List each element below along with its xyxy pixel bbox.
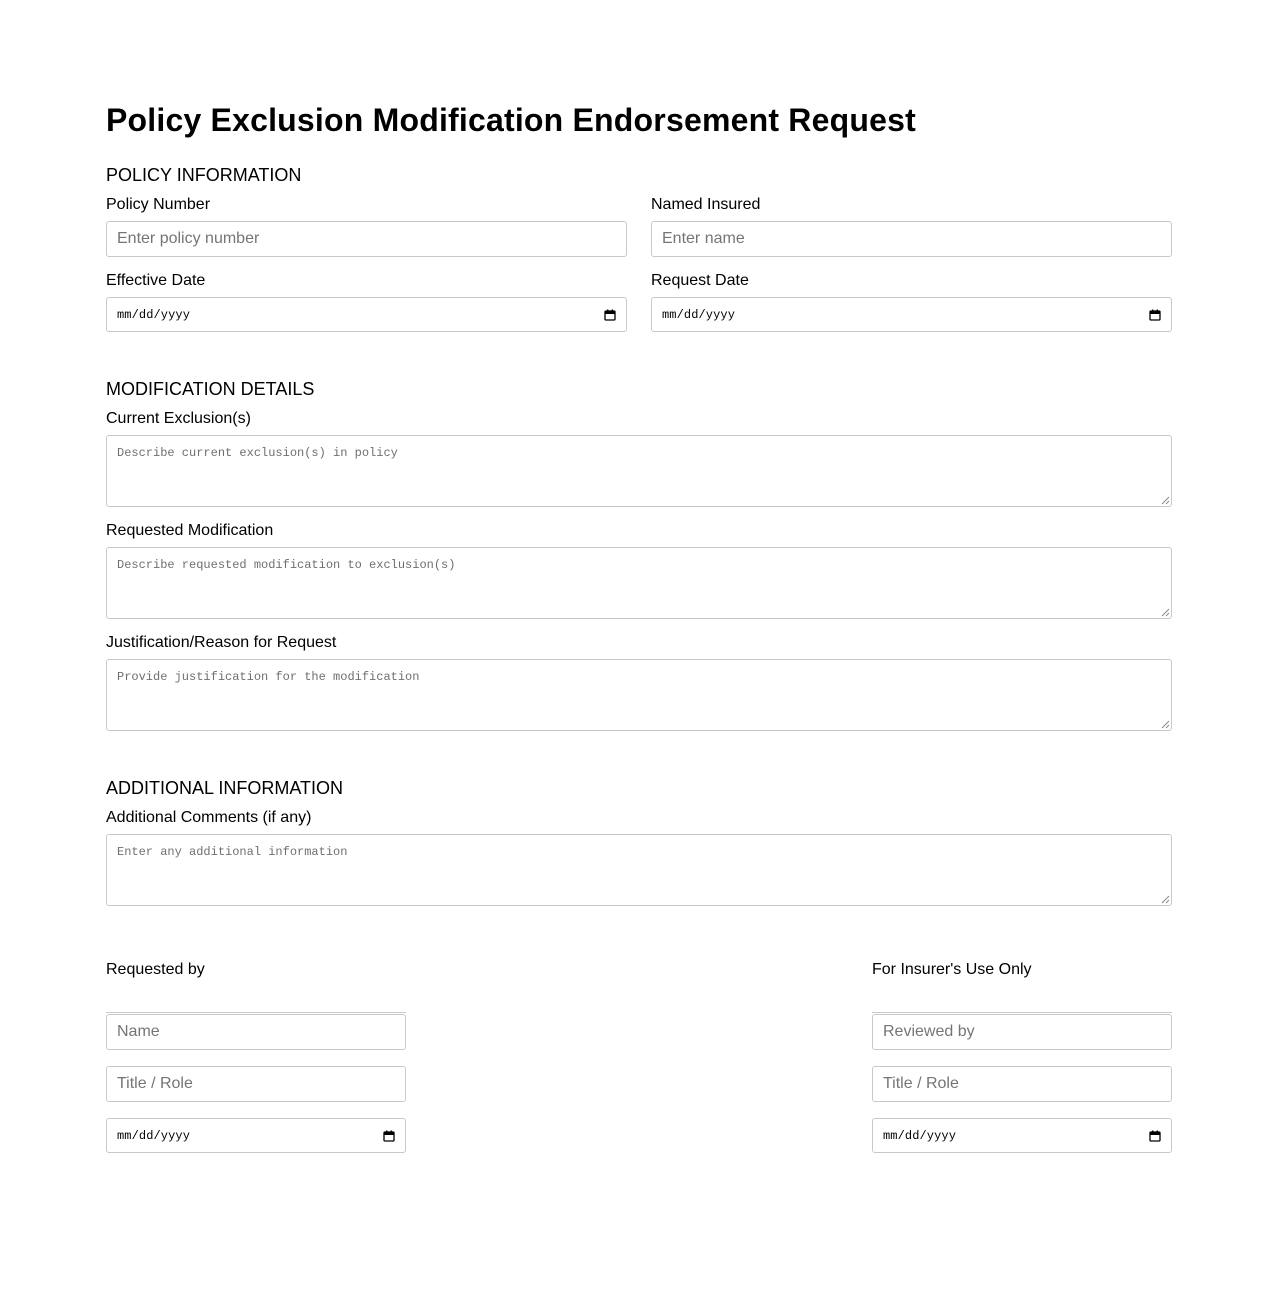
calendar-icon[interactable]: [383, 1130, 395, 1142]
policy-number-input[interactable]: [106, 221, 627, 257]
effective-date-placeholder: mm/dd/yyyy: [117, 307, 191, 322]
requested-modification-textarea[interactable]: [106, 547, 1172, 619]
reviewer-date-input[interactable]: [872, 1118, 1172, 1153]
justification-label: Justification/Reason for Request: [106, 634, 337, 651]
reviewed-by-input[interactable]: [872, 1014, 1172, 1050]
requester-title-input[interactable]: [106, 1066, 406, 1102]
reviewer-date-placeholder: mm/dd/yyyy: [883, 1128, 957, 1143]
requested-modification-label: Requested Modification: [106, 522, 274, 539]
request-date-label: Request Date: [651, 272, 749, 289]
modification-details-heading: MODIFICATION DETAILS: [106, 379, 315, 399]
requested-by-heading: Requested by: [106, 961, 205, 978]
reviewer-title-input[interactable]: [872, 1066, 1172, 1102]
current-exclusions-label: Current Exclusion(s): [106, 410, 251, 427]
page-title: Policy Exclusion Modification Endorsement Request: [106, 102, 916, 138]
policy-information-heading: POLICY INFORMATION: [106, 165, 302, 185]
signature-line: [106, 1012, 406, 1013]
justification-textarea[interactable]: [106, 659, 1172, 731]
additional-information-heading: ADDITIONAL INFORMATION: [106, 778, 344, 798]
additional-comments-label: Additional Comments (if any): [106, 809, 312, 826]
request-date-input[interactable]: [651, 297, 1172, 332]
named-insured-input[interactable]: [651, 221, 1172, 257]
named-insured-label: Named Insured: [651, 196, 761, 213]
insurer-use-heading: For Insurer's Use Only: [872, 961, 1032, 978]
requester-name-input[interactable]: [106, 1014, 406, 1050]
additional-comments-textarea[interactable]: [106, 834, 1172, 906]
effective-date-input[interactable]: [106, 297, 627, 332]
signature-line: [872, 1012, 1172, 1013]
requester-date-placeholder: mm/dd/yyyy: [117, 1128, 191, 1143]
policy-number-label: Policy Number: [106, 196, 211, 213]
calendar-icon[interactable]: [1149, 309, 1161, 321]
request-date-placeholder: mm/dd/yyyy: [662, 307, 736, 322]
effective-date-label: Effective Date: [106, 272, 206, 289]
calendar-icon[interactable]: [1149, 1130, 1161, 1142]
current-exclusions-textarea[interactable]: [106, 435, 1172, 507]
requester-date-input[interactable]: [106, 1118, 406, 1153]
calendar-icon[interactable]: [604, 309, 616, 321]
